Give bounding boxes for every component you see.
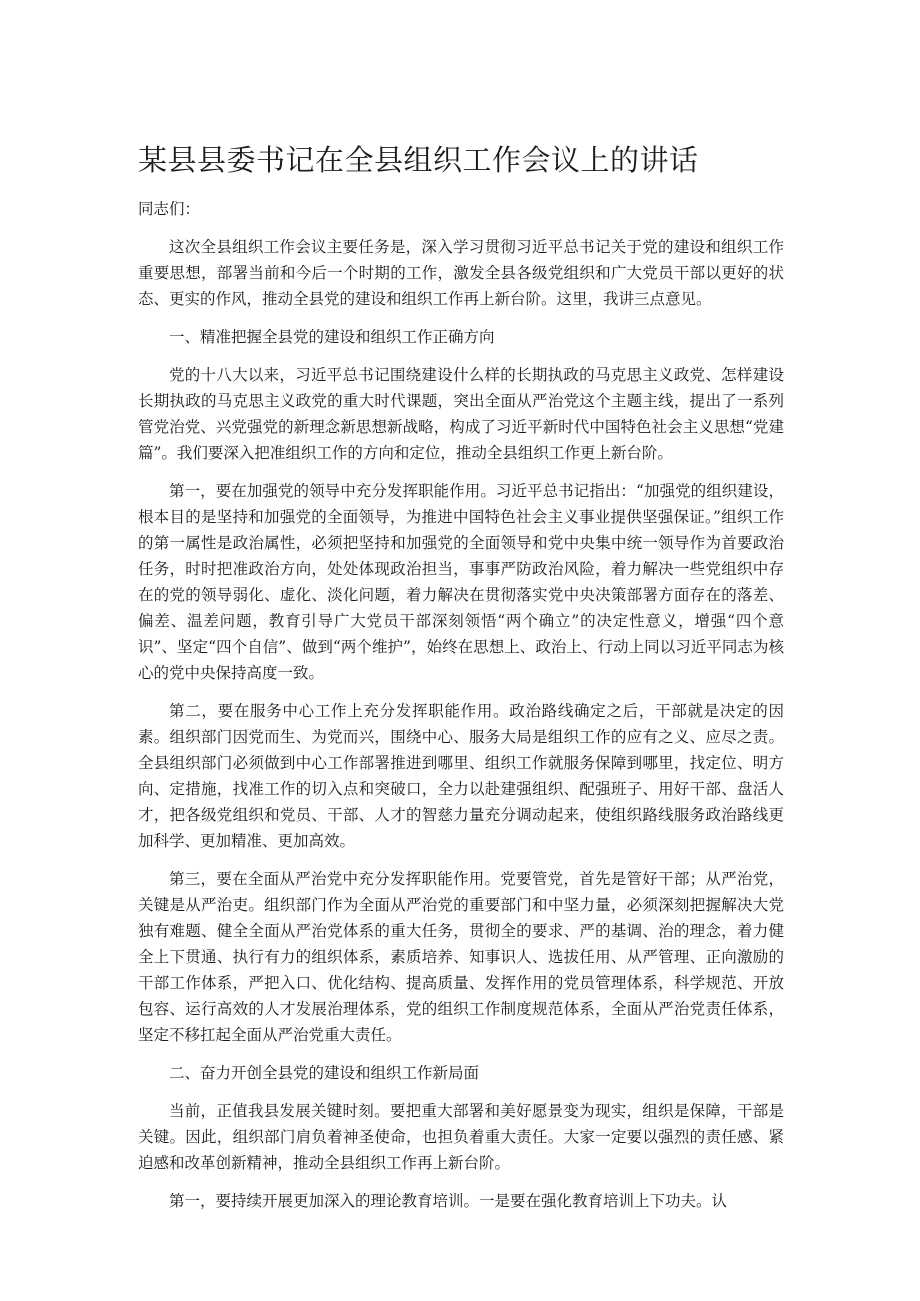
paragraph: 第二，要在服务中心工作上充分发挥职能作用。政治路线确定之后，干部就是决定的因素。组织部门因党而生、为党而兴，围绕中心、服务大局是组织工作的应有之义、应尽之责。全县组织部门必须做到中心工作部署推进到哪里、组织工作就服务保障到哪里，找定位、明方向、定措施，找准工作的切入点和突破口，全力以赴建强组织、配强班子、用好干部、盘活人才，把各级党组织和党员、干部、人才的智慈力量充分调动起来，使组织路线服务政治路线更加科学、更加精准、更加高效。 xyxy=(138,702,784,850)
document-page xyxy=(138,140,784,1226)
section-heading-2: 二、奋力开创全县党的建设和组织工作新局面 xyxy=(169,1064,480,1082)
salutation: 同志们： xyxy=(138,200,201,218)
paragraph: 当前，正值我县发展关键时刻。要把重大部署和美好愿景变为现实，组织是保障，干部是关键。因此，组织部门肩负着神圣使命，也担负着重大责任。大家一定要以强烈的责任感、紧迫感和改革创新精神，推动全县组织工作再上新台阶。 xyxy=(138,1102,784,1172)
section-heading-1: 一、精准把握全县党的建设和组织工作正确方向 xyxy=(169,328,495,346)
paragraph-intro: 这次全县组织工作会议主要任务是，深入学习贯彻习近平总书记关于党的建设和组织工作重要思想，部署当前和今后一个时期的工作，激发全县各级党组织和广大党员干部以更好的状态、更实的作风，推动全县党的建设和组织工作再上新台阶。这里，我讲三点意见。 xyxy=(138,238,784,308)
paragraph: 第三，要在全面从严治党中充分发挥职能作用。党要管党，首先是管好干部；从严治党，关键是从严治吏。组织部门作为全面从严治党的重要部门和中坚力量，必须深刻把握解决大党独有难题、健全全面从严治党体系的重大任务，贯彻全的要求、严的基调、治的理念，着力健全上下贯通、执行有力的组织体系，素质培养、知事识人、选拔任用、从严管理、正向激励的干部工作体系，严把入口、优化结构、提高质量、发挥作用的党员管理体系，科学规范、开放包容、运行高效的人才发展治理体系，党的组织工作制度规范体系，全面从严治党责任体系，坚定不移扛起全面从严治党重大责任。 xyxy=(138,870,784,1044)
paragraph: 第一，要在加强党的领导中充分发挥职能作用。习近平总书记指出：“加强党的组织建设，根本目的是坚持和加强党的全面领导，为推进中国特色社会主义事业提供坚强保证。”组织工作的第一属性是政治属性，必须把坚持和加强党的全面领导和党中央集中统一领导作为首要政治任务，时时把准政治方向，处处体现政治担当，事事严防政治风险，着力解决一些党组织中存在的党的领导弱化、虚化、淡化问题，着力解决在贯彻落实党中央决策部署方面存在的落差、偏差、温差问题，教育引导广大党员干部深刻领悟“两个确立”的决定性意义，增强“四个意识”、坚定“四个自信”、做到“两个维护”，始终在思想上、政治上、行动上同以习近平同志为核心的党中央保持高度一致。 xyxy=(138,482,784,682)
document-title: 某县县委书记在全县组织工作会议上的讲话 xyxy=(138,143,699,177)
paragraph: 第一，要持续开展更加深入的理论教育培训。一是要在强化教育培训上下功夫。认 xyxy=(169,1192,728,1210)
paragraph: 党的十八大以来，习近平总书记围绕建设什么样的长期执政的马克思主义政党、怎样建设长期执政的马克思主义政党的重大时代课题，突出全面从严治党这个主题主线，提出了一系列管党治党、兴党强党的新理念新思想新战略，构成了习近平新时代中国特色社会主义思想“党建篇”。我们要深入把准组织工作的方向和定位，推动全县组织工作更上新台阶。 xyxy=(138,366,784,462)
